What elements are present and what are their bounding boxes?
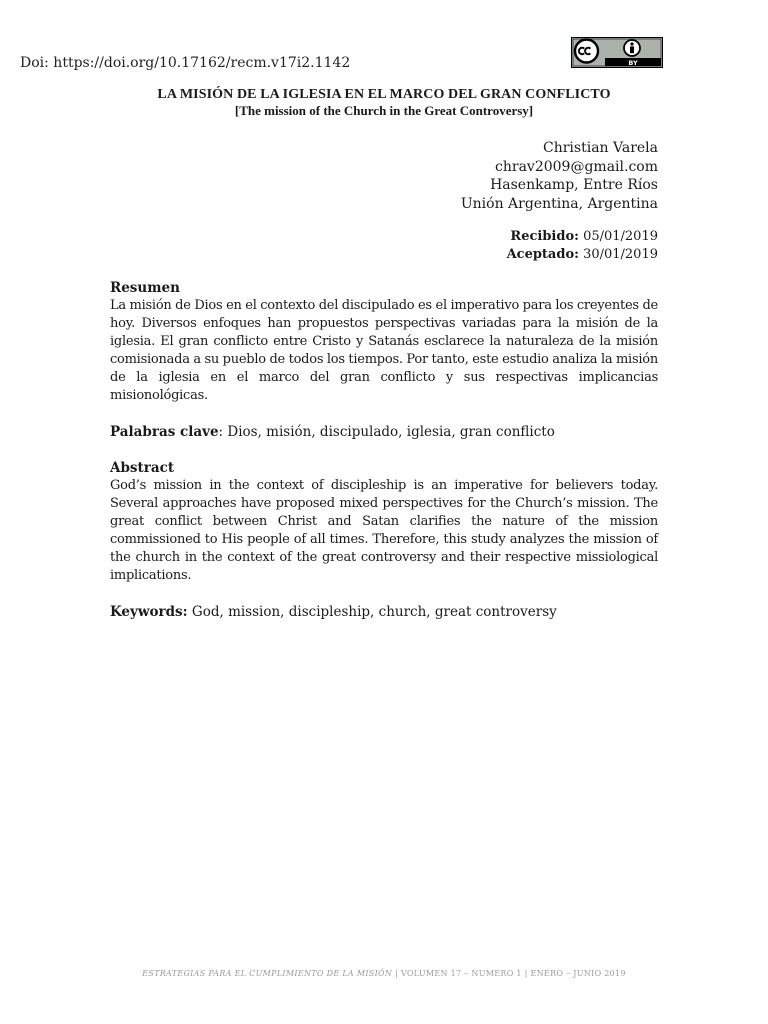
doi-link[interactable]: Doi: https://doi.org/10.17162/recm.v17i2.1142 (20, 55, 351, 71)
palabras-clave-label: Palabras clave (110, 424, 219, 440)
received-label: Recibido: (510, 229, 579, 244)
abstract-heading: Abstract (110, 460, 175, 476)
resumen-text: La misión de Dios en el contexto del discipulado es el imperativo para los creyentes de hoy. Diversos enfoques han propuestos perspectivas variadas para la misión de la iglesia. El gran conflicto entre Cristo y Satanás esclarece la naturaleza de la misión comisionada a su pueblo de todos los tiempos. Por tanto, este estudio analiza la misión de la iglesia en el marco del gran conflicto y sus respectivas implicancias misionológicas. (110, 298, 658, 403)
accepted-label: Aceptado: (506, 246, 579, 262)
author-info (461, 139, 658, 213)
author-affiliation: Unión Argentina, Argentina (460, 195, 658, 212)
license-by-label: BY (628, 59, 638, 67)
author-city: Hasenkamp, Entre Ríos (490, 177, 658, 193)
received-date-line (507, 228, 658, 246)
palabras-clave-value: : Dios, misión, discipulado, iglesia, gran conflicto (218, 424, 555, 440)
keywords-value: God, mission, discipleship, church, great controversy (187, 604, 557, 620)
author-email[interactable]: chrav2009@gmail.com (495, 158, 658, 175)
keywords-label: Keywords: (110, 604, 188, 620)
accepted-value: 30/01/2019 (583, 246, 658, 262)
article-body (110, 279, 658, 621)
keywords-line (110, 603, 658, 621)
article-title-english: [The mission of the Church in the Great Controversy] (234, 103, 534, 118)
resumen-heading: Resumen (110, 280, 180, 296)
abstract-text: God’s mission in the context of discipleship is an imperative for believers today. Several approaches have proposed mixed perspectives for the Church’s mission. The great conflict between Christ and Satan clarifies the nature of the mission commissioned to His people of all times. Therefore, this study analyzes the mission of the church in the context of the great controversy and their respective missiological implications. (110, 478, 658, 583)
cc-by-license-badge[interactable] (571, 37, 663, 68)
attribution-icon (624, 40, 640, 56)
creative-commons-icon (575, 40, 598, 63)
accepted-date-line (507, 246, 658, 264)
article-title-block (110, 86, 658, 119)
page-footer (0, 969, 768, 978)
palabras-clave-line (110, 423, 658, 441)
footer-journal: ESTRATEGIAS PARA EL CUMPLIMIENTO DE LA MISIÓN (142, 969, 393, 978)
submission-dates (507, 228, 658, 263)
article-title: LA MISIÓN DE LA IGLESIA EN EL MARCO DEL GRAN CONFLICTO (157, 87, 611, 102)
received-value: 05/01/2019 (583, 229, 658, 244)
footer-issue: | VOLUMEN 17 – NUMERO 1 | ENERO – JUNIO 2019 (392, 969, 626, 978)
author-name: Christian Varela (543, 140, 658, 156)
